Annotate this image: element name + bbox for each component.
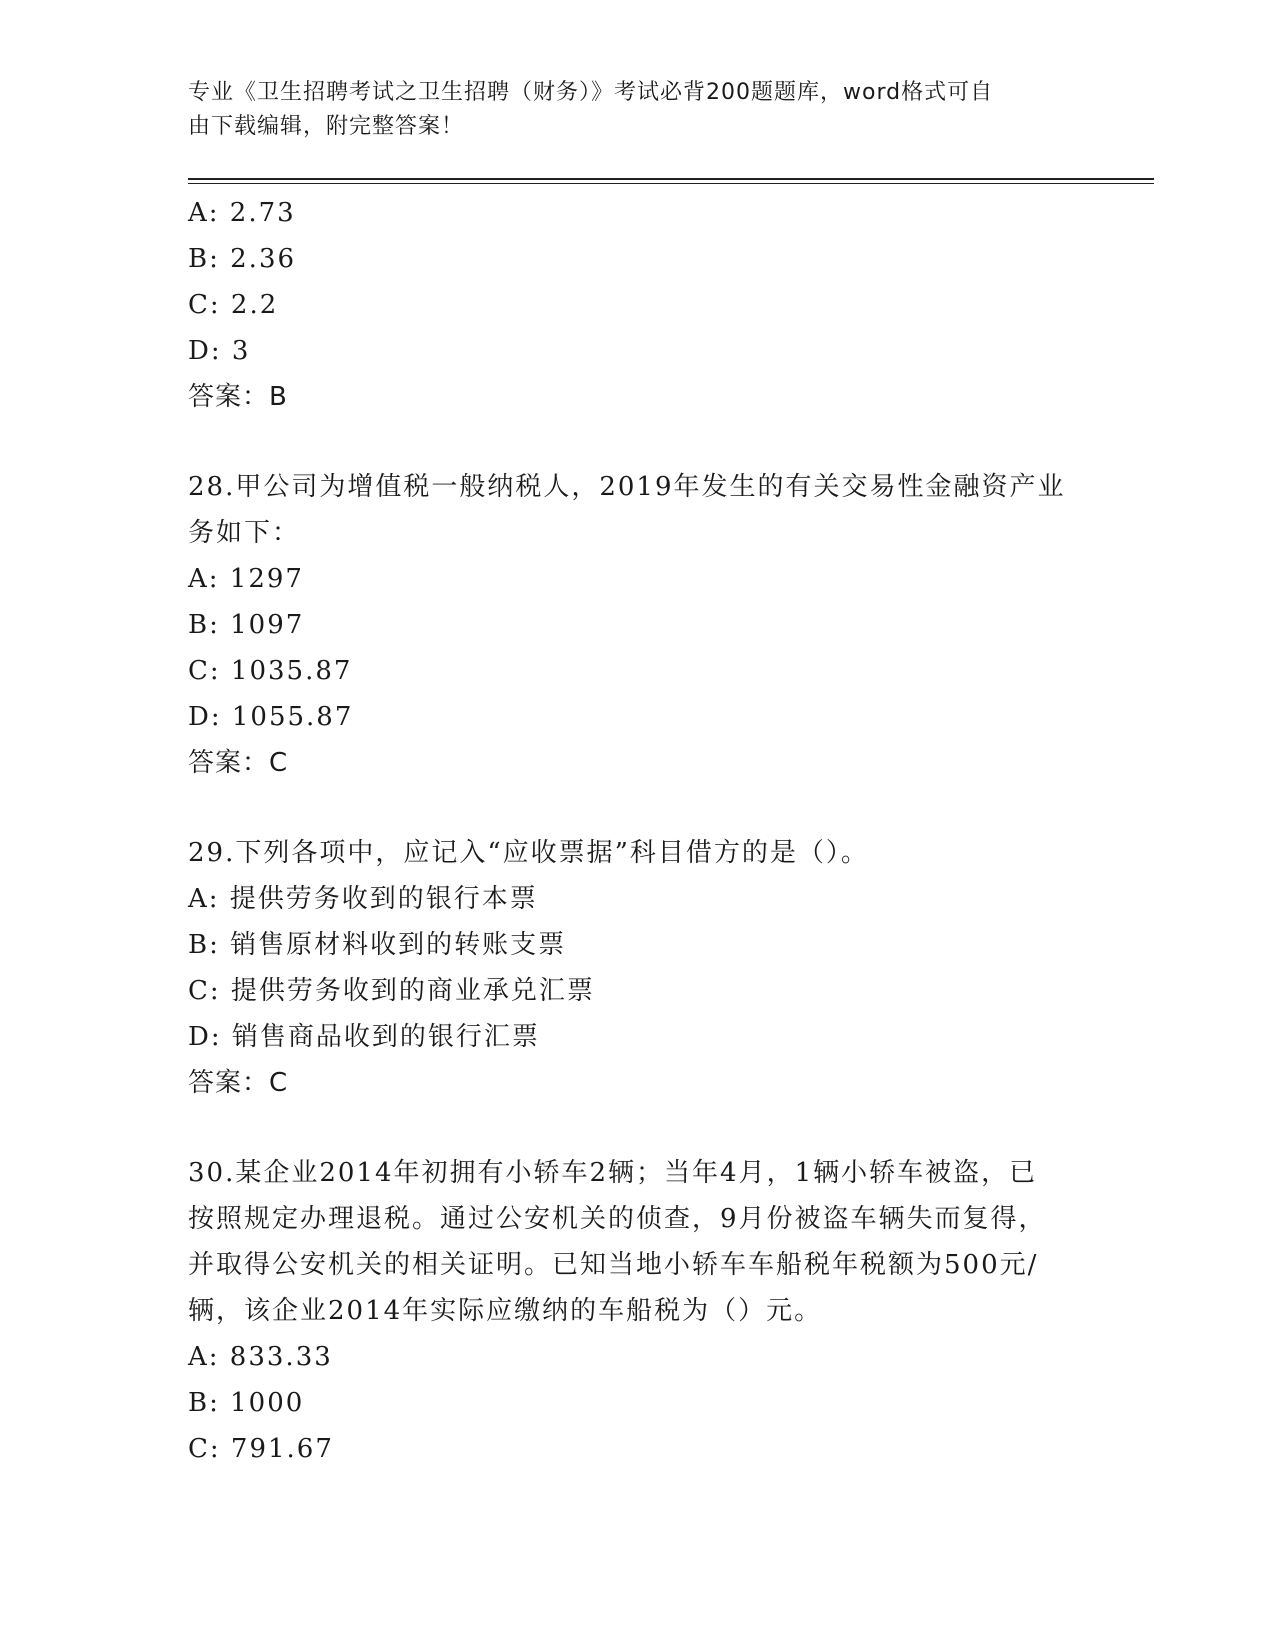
header-line-1: 专业《卫生招聘考试之卫生招聘（财务）》考试必背200题题库，word格式可自 <box>188 80 994 105</box>
question-30 <box>188 1150 1088 1472</box>
option-a: A: 2.73 <box>188 198 296 228</box>
option-c: C: 2.2 <box>188 290 279 320</box>
option-a: A: 1297 <box>188 564 304 594</box>
question-stem: 按照规定办理退税。通过公安机关的侦查，9月份被盗车辆失而复得， <box>188 1204 1047 1234</box>
question-stem: 辆，该企业2014年实际应缴纳的车船税为（）元。 <box>188 1296 823 1326</box>
header-line-2: 由下载编辑，附完整答案！ <box>188 114 465 139</box>
option-c: C: 791.67 <box>188 1434 334 1464</box>
option-d: D: 销售商品收到的银行汇票 <box>188 1022 540 1052</box>
option-b: B: 2.36 <box>188 244 297 274</box>
question-stem: 务如下： <box>188 518 301 548</box>
question-stem: 并取得公安机关的相关证明。已知当地小轿车车船税年税额为500元/ <box>188 1250 1039 1280</box>
option-c: C: 1035.87 <box>188 656 353 686</box>
option-a: A: 提供劳务收到的银行本票 <box>188 884 538 914</box>
question-29 <box>188 830 1088 1106</box>
option-c: C: 提供劳务收到的商业承兑汇票 <box>188 976 595 1006</box>
answer: 答案：B <box>188 382 288 412</box>
answer: 答案：C <box>188 748 289 778</box>
option-a: A: 833.33 <box>188 1342 333 1372</box>
question-28 <box>188 464 1088 786</box>
question-stem: 30.某企业2014年初拥有小轿车2辆；当年4月，1辆小轿车被盗，已 <box>188 1158 1038 1188</box>
question-27 <box>188 190 1088 420</box>
option-b: B: 销售原材料收到的转账支票 <box>188 930 567 960</box>
header-rule-thick <box>188 178 1154 180</box>
question-stem: 29.下列各项中，应记入“应收票据”科目借方的是（）。 <box>188 838 869 868</box>
option-d: D: 3 <box>188 336 251 366</box>
answer: 答案：C <box>188 1068 289 1098</box>
header-rule-thin <box>188 183 1154 184</box>
document-body <box>188 190 1088 1472</box>
option-b: B: 1000 <box>188 1388 305 1418</box>
option-d: D: 1055.87 <box>188 702 354 732</box>
document-header <box>188 76 1068 144</box>
option-b: B: 1097 <box>188 610 305 640</box>
question-stem: 28.甲公司为增值税一般纳税人，2019年发生的有关交易性金融资产业 <box>188 472 1066 502</box>
